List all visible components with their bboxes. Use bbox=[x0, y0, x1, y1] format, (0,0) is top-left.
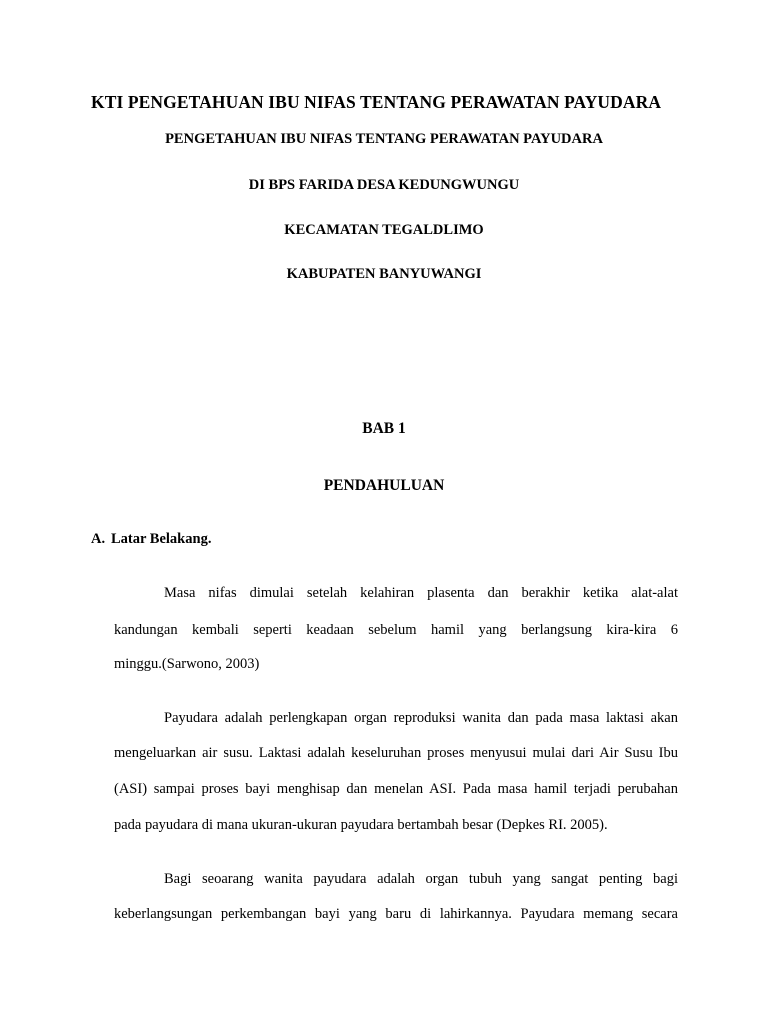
chapter-title: PENDAHULUAN bbox=[323, 477, 445, 494]
paragraph-line: minggu.(Sarwono, 2003) bbox=[114, 656, 260, 672]
paragraph-line: pada payudara di mana ukuran-ukuran payudara bertambah besar (Depkes RI. 2005). bbox=[114, 817, 608, 833]
paragraph-line: kandungan kembali seperti keadaan sebelum hamil yang berlangsung kira-kira 6 bbox=[114, 622, 678, 638]
document-title: KTI PENGETAHUAN IBU NIFAS TENTANG PERAWATAN PAYUDARA bbox=[91, 92, 662, 112]
chapter-number: BAB 1 bbox=[362, 420, 406, 437]
subtitle-line: KECAMATAN TEGALDLIMO bbox=[284, 222, 484, 238]
paragraph-line: Payudara adalah perlengkapan organ reproduksi wanita dan pada masa laktasi akan bbox=[164, 710, 678, 726]
paragraph-line: Bagi seoarang wanita payudara adalah organ tubuh yang sangat penting bagi bbox=[164, 871, 678, 887]
section-heading bbox=[91, 531, 211, 548]
subtitle-line: PENGETAHUAN IBU NIFAS TENTANG PERAWATAN PAYUDARA bbox=[165, 131, 603, 147]
section-marker: A. bbox=[91, 531, 106, 547]
paragraph-line: (ASI) sampai proses bayi menghisap dan menelan ASI. Pada masa hamil terjadi perubahan bbox=[114, 781, 678, 797]
section-trailing-period: . bbox=[207, 531, 212, 547]
subtitle-line: DI BPS FARIDA DESA KEDUNGWUNGU bbox=[248, 177, 520, 193]
paragraph-line: Masa nifas dimulai setelah kelahiran plasenta dan berakhir ketika alat-alat bbox=[164, 585, 678, 601]
paragraph-line: keberlangsungan perkembangan bayi yang baru di lahirkannya. Payudara memang secara bbox=[114, 906, 678, 922]
paragraph-line: mengeluarkan air susu. Laktasi adalah keseluruhan proses menyusui mulai dari Air Susu Ibu bbox=[114, 745, 678, 761]
subtitle-line: KABUPATEN BANYUWANGI bbox=[286, 266, 482, 282]
section-label: Latar Belakang bbox=[111, 531, 208, 547]
